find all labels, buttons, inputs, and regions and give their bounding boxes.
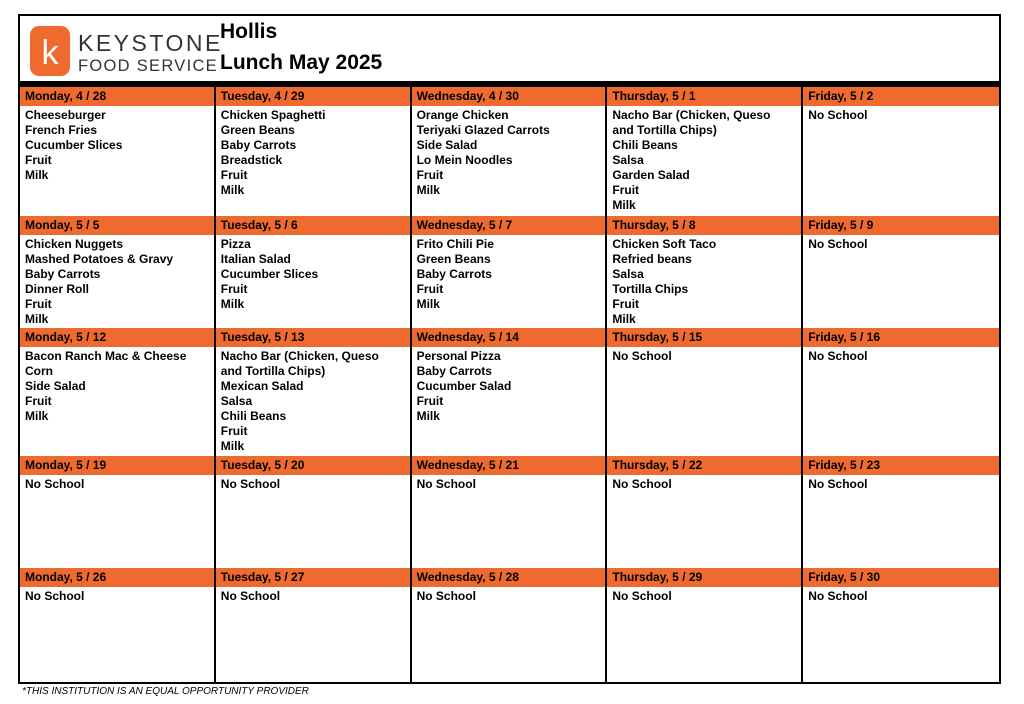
- menu-item-list: [216, 235, 410, 312]
- menu-item: Milk: [25, 409, 49, 423]
- menu-item: Fruit: [25, 297, 52, 311]
- menu-item-list: [803, 475, 999, 492]
- menu-item: Salsa: [612, 267, 644, 281]
- day-cell: [20, 456, 216, 568]
- day-header: Wednesday, 5 / 28: [412, 568, 606, 587]
- menu-item: No School: [808, 237, 868, 251]
- menu-sheet: [18, 14, 1001, 684]
- menu-item: French Fries: [25, 123, 98, 137]
- menu-item: Corn: [25, 364, 53, 378]
- menu-item: Fruit: [220, 168, 248, 182]
- day-cell: [20, 328, 216, 456]
- menu-item: Milk: [220, 439, 245, 453]
- day-header: Friday, 5 / 9: [803, 216, 999, 235]
- menu-item: Green Beans: [220, 123, 295, 137]
- menu-item: Cucumber Slices: [25, 138, 123, 152]
- menu-item: Nacho Bar (Chicken, Queso: [220, 349, 379, 363]
- menu-item: No School: [416, 589, 476, 603]
- menu-item: Chili Beans: [220, 409, 287, 423]
- brand-subtitle: FOOD SERVICE: [78, 57, 218, 75]
- keystone-logo: [30, 24, 223, 80]
- menu-item: Milk: [416, 297, 440, 311]
- day-header: Wednesday, 5 / 21: [412, 456, 606, 475]
- menu-item: No School: [612, 477, 672, 491]
- footer-note: *THIS INSTITUTION IS AN EQUAL OPPORTUNITY PROVIDER: [22, 686, 309, 697]
- menu-calendar-grid: [20, 87, 999, 682]
- menu-item: Cucumber Slices: [220, 267, 319, 281]
- menu-item-list: [803, 106, 999, 123]
- menu-item: No School: [25, 477, 85, 491]
- day-header: Thursday, 5 / 8: [607, 216, 801, 235]
- menu-header: [20, 16, 999, 84]
- menu-item-list: [216, 587, 410, 604]
- menu-item-list: [607, 106, 801, 213]
- day-cell: [216, 568, 412, 682]
- menu-item: and Tortilla Chips): [612, 123, 717, 137]
- menu-item: and Tortilla Chips): [220, 364, 326, 378]
- keystone-k-icon: [30, 26, 70, 76]
- day-cell: [216, 328, 412, 456]
- menu-item-list: [216, 475, 410, 492]
- menu-item: Bacon Ranch Mac & Cheese: [25, 349, 187, 363]
- menu-item: Teriyaki Glazed Carrots: [416, 123, 550, 137]
- day-header: Monday, 5 / 5: [20, 216, 214, 235]
- day-cell: [412, 328, 608, 456]
- menu-item-list: [607, 235, 801, 327]
- menu-item-list: [803, 587, 999, 604]
- menu-item-list: [803, 347, 999, 364]
- day-header: Tuesday, 5 / 6: [216, 216, 410, 235]
- menu-item: Baby Carrots: [416, 267, 492, 281]
- day-cell: [803, 216, 999, 328]
- menu-item: No School: [808, 477, 868, 491]
- menu-item-list: [20, 587, 214, 604]
- menu-item: Lo Mein Noodles: [416, 153, 513, 167]
- menu-item: Milk: [25, 312, 49, 326]
- day-cell: [216, 216, 412, 328]
- day-header: Monday, 5 / 26: [20, 568, 214, 587]
- day-cell: [607, 87, 803, 216]
- menu-item: Mexican Salad: [220, 379, 304, 393]
- menu-item: Chicken Spaghetti: [220, 108, 326, 122]
- menu-item: No School: [808, 349, 868, 363]
- menu-item: Baby Carrots: [220, 138, 297, 152]
- menu-item-list: [20, 347, 214, 424]
- menu-item: No School: [416, 477, 476, 491]
- menu-item: Orange Chicken: [416, 108, 509, 122]
- day-header: Monday, 5 / 12: [20, 328, 214, 347]
- menu-item-list: [412, 347, 606, 424]
- menu-item: Refried beans: [612, 252, 692, 266]
- menu-title: Lunch May 2025: [220, 51, 383, 74]
- menu-item: Milk: [416, 409, 440, 423]
- menu-item: Fruit: [612, 183, 640, 197]
- day-cell: [607, 216, 803, 328]
- day-cell: [412, 87, 608, 216]
- menu-item: No School: [808, 589, 868, 603]
- menu-item: Fruit: [25, 153, 52, 167]
- menu-item: Fruit: [416, 168, 444, 182]
- menu-item: Chili Beans: [612, 138, 678, 152]
- menu-item: No School: [220, 477, 281, 491]
- day-header: Wednesday, 4 / 30: [412, 87, 606, 106]
- menu-item: Dinner Roll: [25, 282, 90, 296]
- school-name: Hollis: [220, 20, 278, 43]
- day-header: Wednesday, 5 / 14: [412, 328, 606, 347]
- menu-item: Cheeseburger: [25, 108, 106, 122]
- day-header: Monday, 4 / 28: [20, 87, 214, 106]
- day-cell: [216, 87, 412, 216]
- menu-item: Cucumber Salad: [416, 379, 512, 393]
- menu-item: Baby Carrots: [416, 364, 492, 378]
- menu-item: Personal Pizza: [416, 349, 501, 363]
- menu-item: Salsa: [612, 153, 644, 167]
- menu-item-list: [412, 475, 606, 492]
- day-cell: [803, 328, 999, 456]
- menu-item: Side Salad: [416, 138, 478, 152]
- menu-item: Frito Chili Pie: [416, 237, 494, 251]
- menu-item-list: [412, 106, 606, 198]
- menu-item-list: [20, 235, 214, 327]
- menu-item: Baby Carrots: [25, 267, 101, 281]
- day-cell: [20, 87, 216, 216]
- menu-item-list: [20, 106, 214, 183]
- menu-item: Green Beans: [416, 252, 491, 266]
- day-cell: [216, 456, 412, 568]
- day-header: Friday, 5 / 23: [803, 456, 999, 475]
- menu-item-list: [216, 106, 410, 198]
- menu-item: Milk: [220, 297, 245, 311]
- brand-name: KEYSTONE: [78, 30, 223, 56]
- day-header: Friday, 5 / 2: [803, 87, 999, 106]
- menu-item: Milk: [612, 312, 636, 326]
- day-cell: [20, 216, 216, 328]
- menu-item: No School: [220, 589, 281, 603]
- day-header: Thursday, 5 / 1: [607, 87, 801, 106]
- day-cell: [412, 216, 608, 328]
- menu-item: Fruit: [25, 394, 52, 408]
- menu-item-list: [20, 475, 214, 492]
- menu-item-list: [412, 235, 606, 312]
- logo-letter: k: [41, 34, 59, 72]
- menu-item: Chicken Nuggets: [25, 237, 124, 251]
- menu-item: Fruit: [220, 282, 248, 296]
- menu-item: Fruit: [220, 424, 248, 438]
- day-header: Tuesday, 5 / 27: [216, 568, 410, 587]
- menu-item-list: [803, 235, 999, 252]
- day-cell: [412, 456, 608, 568]
- day-cell: [607, 328, 803, 456]
- menu-item-list: [216, 347, 410, 454]
- day-header: Tuesday, 5 / 20: [216, 456, 410, 475]
- menu-item: Fruit: [612, 297, 640, 311]
- menu-item: Milk: [612, 198, 636, 212]
- menu-item: Garden Salad: [612, 168, 690, 182]
- menu-item: Pizza: [220, 237, 251, 251]
- day-cell: [803, 456, 999, 568]
- menu-item: Milk: [416, 183, 440, 197]
- menu-item: Salsa: [220, 394, 253, 408]
- day-header: Monday, 5 / 19: [20, 456, 214, 475]
- menu-item-list: [412, 587, 606, 604]
- day-header: Tuesday, 4 / 29: [216, 87, 410, 106]
- day-header: Thursday, 5 / 22: [607, 456, 801, 475]
- day-header: Thursday, 5 / 15: [607, 328, 801, 347]
- day-cell: [412, 568, 608, 682]
- day-cell: [20, 568, 216, 682]
- menu-item: No School: [25, 589, 85, 603]
- day-cell: [803, 87, 999, 216]
- day-header: Friday, 5 / 30: [803, 568, 999, 587]
- menu-item: Italian Salad: [220, 252, 291, 266]
- menu-item: Breadstick: [220, 153, 283, 167]
- menu-item-list: [607, 587, 801, 604]
- menu-item: Milk: [220, 183, 245, 197]
- day-cell: [607, 456, 803, 568]
- menu-item: No School: [612, 589, 672, 603]
- day-header: Tuesday, 5 / 13: [216, 328, 410, 347]
- day-cell: [803, 568, 999, 682]
- menu-item: Nacho Bar (Chicken, Queso: [612, 108, 771, 122]
- menu-item: Fruit: [416, 394, 444, 408]
- menu-item: No School: [612, 349, 672, 363]
- menu-item-list: [607, 475, 801, 492]
- menu-item: Tortilla Chips: [612, 282, 689, 296]
- day-cell: [607, 568, 803, 682]
- menu-item: Side Salad: [25, 379, 86, 393]
- day-header: Friday, 5 / 16: [803, 328, 999, 347]
- menu-item: No School: [808, 108, 868, 122]
- day-header: Wednesday, 5 / 7: [412, 216, 606, 235]
- menu-item: Mashed Potatoes & Gravy: [25, 252, 174, 266]
- menu-item: Fruit: [416, 282, 444, 296]
- menu-item: Chicken Soft Taco: [612, 237, 717, 251]
- menu-item-list: [607, 347, 801, 364]
- day-header: Thursday, 5 / 29: [607, 568, 801, 587]
- menu-item: Milk: [25, 168, 49, 182]
